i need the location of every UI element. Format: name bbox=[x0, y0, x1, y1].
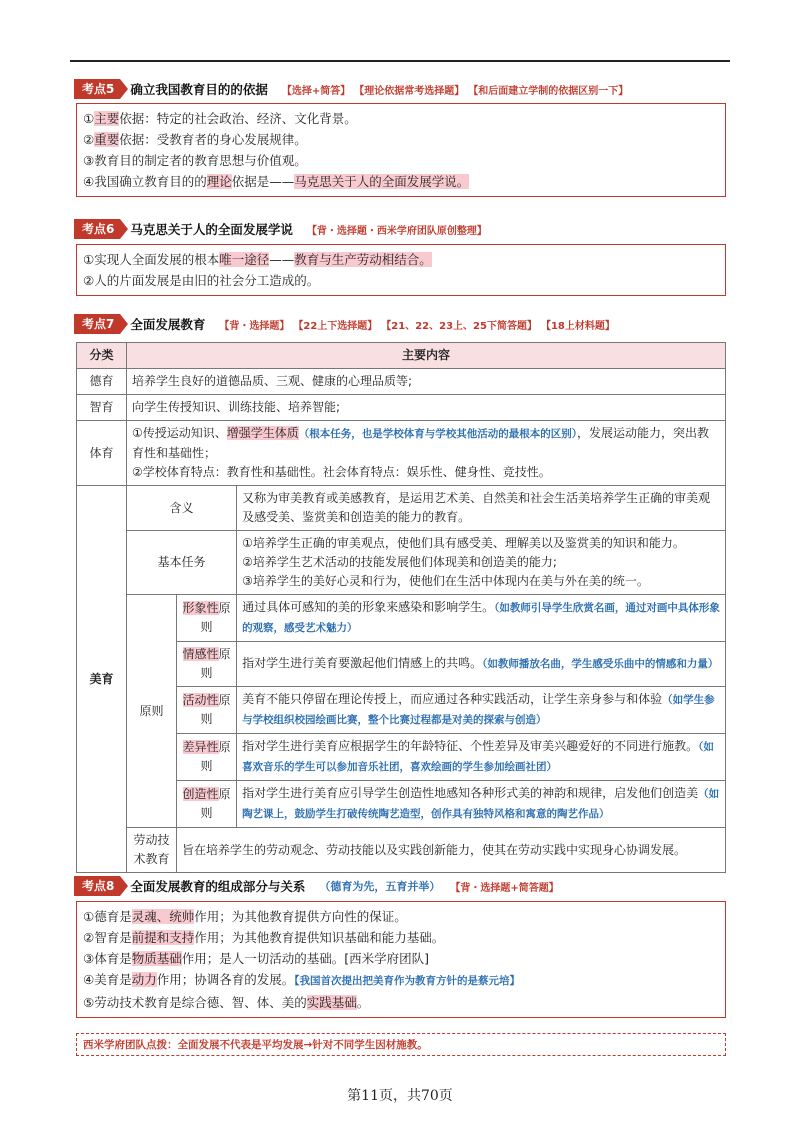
meiyu-hanyi-label: 含义 bbox=[127, 486, 237, 531]
category-deyu: 德育 bbox=[77, 369, 127, 395]
principle-text bbox=[237, 734, 726, 781]
section-5-line-1 bbox=[83, 108, 719, 129]
text: ③培养学生的美好心灵和行为，使他们在生活中体现内在美与外在美的统一。 bbox=[242, 574, 649, 588]
team-tip-note: 西米学府团队点拨：全面发展不代表是平均发展→针对不同学生因材施教。 bbox=[76, 1033, 726, 1056]
highlight: 马克思关于人的全面发展学说。 bbox=[294, 174, 470, 189]
section-5-line-3: ③教育目的制定者的教育思想与价值观。 bbox=[83, 153, 307, 168]
table-row-tiyu bbox=[77, 421, 726, 486]
table-row-principle bbox=[77, 595, 726, 642]
text: ④美育是 bbox=[83, 972, 132, 987]
highlight: 活动性 bbox=[182, 693, 219, 707]
annotation: （如陶艺课上，鼓励学生打破传统陶艺造型，创作具有独特风格和寓意的陶艺作品） bbox=[242, 788, 720, 820]
text: 依据是—— bbox=[231, 174, 295, 189]
section-6-box bbox=[76, 244, 726, 296]
text: ①培养学生正确的审美观点，使他们具有感受美、理解美以及鉴赏美的知识和能力。 bbox=[242, 536, 685, 550]
section-6-line-1 bbox=[83, 249, 719, 270]
principle-text bbox=[237, 781, 726, 828]
table-header-row bbox=[77, 343, 726, 369]
text: ①实现人全面发展的根本 bbox=[83, 252, 220, 267]
text: 作用；协调各育的发展。 bbox=[156, 972, 295, 987]
section-7-tag: 考点7 bbox=[74, 314, 120, 334]
text: ① bbox=[83, 111, 95, 126]
text: ④我国确立教育目的的 bbox=[83, 174, 207, 189]
text: 原则 bbox=[200, 740, 231, 773]
text: 作用；是人一切活动的基础。[西米学府团队] bbox=[181, 951, 429, 966]
annotation: （如喜欢音乐的学生可以参加音乐社团，喜欢绘画的学生参加绘画社团） bbox=[242, 741, 714, 773]
text: ②培养学生艺术活动的技能发展他们体现美和创造美的能力; bbox=[242, 555, 557, 569]
text: ②智育是 bbox=[83, 930, 132, 945]
section-5-note-3: 【和后面建立学制的依据区别一下】 bbox=[468, 85, 629, 97]
highlight: 唯一途径 bbox=[219, 252, 270, 267]
section-5-title: 确立我国教育目的的依据 bbox=[130, 82, 268, 97]
category-zhiyu: 智育 bbox=[77, 395, 127, 421]
section-5-box bbox=[76, 103, 726, 197]
text: —— bbox=[269, 252, 295, 267]
highlight: 形象性 bbox=[182, 601, 219, 615]
category-meiyu: 美育 bbox=[77, 486, 127, 873]
section-8-box bbox=[76, 901, 726, 1018]
yuanze-label: 原则 bbox=[127, 595, 177, 828]
section-7-note-2: 【22上下选择题】 bbox=[293, 320, 378, 332]
section-8-subtitle: （德育为先，五育并举） bbox=[319, 880, 441, 893]
education-table bbox=[76, 342, 726, 873]
top-rule bbox=[70, 60, 730, 62]
section-5-line-4 bbox=[83, 171, 719, 192]
annotation: （根本任务，也是学校体育与学校其他活动的最根本的区别） bbox=[298, 428, 578, 440]
text: ⑤劳动技术教育是综合德、智、体、美的 bbox=[83, 995, 307, 1010]
text: 原则 bbox=[200, 787, 231, 820]
text: 。 bbox=[356, 995, 370, 1010]
principle-name bbox=[177, 595, 237, 642]
meiyu-hanyi-text: 又称为审美教育或美感教育，是运用艺术美、自然美和社会生活美培养学生正确的审美观及感受美、鉴赏美和创造美的能力的教育。 bbox=[237, 486, 726, 531]
section-5-note-1: 【选择+简答】 bbox=[281, 85, 351, 97]
section-6-header bbox=[74, 219, 491, 239]
text: 作用；为其他教育提供方向性的保证。 bbox=[194, 909, 407, 924]
text: 指对学生进行美育应根据学生的年龄特征、个性差异及审美兴趣爱好的不同进行施教。 bbox=[242, 739, 699, 753]
highlight: 前提和支持 bbox=[131, 930, 195, 945]
highlight: 情感性 bbox=[182, 647, 219, 661]
section-6-tag: 考点6 bbox=[74, 219, 120, 239]
text: 作用；为其他教育提供知识基础和能力基础。 bbox=[194, 930, 445, 945]
table-row-laodong bbox=[77, 828, 726, 873]
principle-text bbox=[237, 642, 726, 687]
section-5-note-2: 【理论依据常考选择题】 bbox=[354, 85, 465, 97]
meiyu-renwu-label: 基本任务 bbox=[127, 531, 237, 595]
meiyu-renwu-text bbox=[237, 531, 726, 595]
section-7-header bbox=[74, 314, 619, 334]
principle-text bbox=[237, 595, 726, 642]
section-7-note-4: 【18上材料题】 bbox=[540, 320, 615, 332]
highlight: 实践基础 bbox=[306, 995, 357, 1010]
section-5-tag: 考点5 bbox=[74, 79, 120, 99]
text: ② bbox=[83, 132, 95, 147]
principle-name bbox=[177, 781, 237, 828]
section-7-title: 全面发展教育 bbox=[130, 317, 206, 332]
text: ③体育是 bbox=[83, 951, 132, 966]
table-row-meiyu-renwu bbox=[77, 531, 726, 595]
text: 原则 bbox=[200, 601, 231, 634]
column-header-content: 主要内容 bbox=[127, 343, 726, 369]
section-8-tag: 考点8 bbox=[74, 876, 120, 896]
section-8-line-5 bbox=[83, 992, 719, 1013]
principle-text bbox=[237, 687, 726, 734]
text: ①传授运动知识、 bbox=[132, 426, 227, 440]
text: ②学校体育特点：教育性和基础性。社会体育特点：娱乐性、健身性、竞技性。 bbox=[132, 465, 551, 479]
content-tiyu bbox=[127, 421, 726, 486]
section-8-title: 全面发展教育的组成部分与关系 bbox=[130, 879, 306, 894]
section-6-line-2: ②人的片面发展是由旧的社会分工造成的。 bbox=[83, 273, 320, 288]
section-6-title: 马克思关于人的全面发展学说 bbox=[130, 222, 293, 237]
principle-name bbox=[177, 642, 237, 687]
table-row-meiyu-hanyi bbox=[77, 486, 726, 531]
section-8-line-4 bbox=[83, 969, 719, 992]
text: ，发展运动能力，突出教育性和基础性； bbox=[132, 426, 710, 460]
section-5-line-2 bbox=[83, 129, 719, 150]
annotation: （如教师引导学生欣赏名画，通过对画中具体形象的观察，感受艺术魅力） bbox=[242, 602, 720, 634]
section-8-header bbox=[74, 876, 563, 896]
text: 原则 bbox=[200, 647, 231, 680]
text: 依据：特定的社会政治、经济、文化背景。 bbox=[119, 111, 357, 126]
section-7-note-1: 【背・选择题】 bbox=[219, 320, 290, 332]
principle-name bbox=[177, 734, 237, 781]
section-8-note: 【背・选择题+简答题】 bbox=[450, 882, 559, 894]
text: 通过具体可感知的美的形象来感染和影响学生。 bbox=[242, 600, 495, 614]
highlight: 差异性 bbox=[182, 740, 219, 754]
table-row-zhiyu bbox=[77, 395, 726, 421]
highlight: 教育与生产劳动相结合。 bbox=[294, 252, 432, 267]
text: ①德育是 bbox=[83, 909, 132, 924]
column-header-category: 分类 bbox=[77, 343, 127, 369]
annotation: 【我国首次提出把美育作为教育方针的是蔡元培】 bbox=[294, 975, 520, 987]
highlight: 增强学生体质 bbox=[226, 426, 299, 440]
highlight: 重要 bbox=[94, 132, 120, 147]
highlight: 物质基础 bbox=[131, 951, 182, 966]
highlight: 创造性 bbox=[182, 787, 219, 801]
content-deyu: 培养学生良好的道德品质、三观、健康的心理品质等; bbox=[127, 369, 726, 395]
page-number: 第11页，共70页 bbox=[347, 1088, 453, 1104]
annotation: （如教师播放名曲，学生感受乐曲中的情感和力量） bbox=[482, 658, 719, 670]
section-6-note: 【背・选择题・西米学府团队原创整理】 bbox=[306, 225, 487, 237]
text: 美育不能只停留在理论传授上，而应通过各种实践活动，让学生亲身参与和体验 bbox=[242, 692, 663, 706]
annotation: （如学生参与学校组织校园绘画比赛，整个比赛过程都是对美的探索与创造） bbox=[242, 694, 715, 726]
section-7-note-3: 【21、22、23上、25下简答题】 bbox=[381, 320, 537, 332]
category-laodong: 劳动技术教育 bbox=[127, 828, 177, 873]
section-8-line-1 bbox=[83, 906, 719, 927]
highlight: 理论 bbox=[206, 174, 232, 189]
content-laodong: 旨在培养学生的劳动观念、劳动技能以及实践创新能力，使其在劳动实践中实现身心协调发展。 bbox=[177, 828, 726, 873]
highlight: 灵魂、统帅 bbox=[131, 909, 195, 924]
table-row-deyu bbox=[77, 369, 726, 395]
text: 原则 bbox=[200, 693, 231, 726]
category-tiyu: 体育 bbox=[77, 421, 127, 486]
section-8-line-2 bbox=[83, 927, 719, 948]
principle-name bbox=[177, 687, 237, 734]
content-zhiyu: 向学生传授知识、训练技能、培养智能; bbox=[127, 395, 726, 421]
section-5-header bbox=[74, 79, 632, 99]
text: 指对学生进行美育应引导学生创造性地感知各种形式美的神韵和规律，启发他们创造美 bbox=[242, 786, 699, 800]
text: 依据：受教育者的身心发展规律。 bbox=[119, 132, 307, 147]
text: 指对学生进行美育要激起他们情感上的共鸣。 bbox=[242, 656, 483, 670]
highlight: 主要 bbox=[94, 111, 120, 126]
highlight: 动力 bbox=[131, 972, 157, 987]
section-8-line-3 bbox=[83, 948, 719, 969]
